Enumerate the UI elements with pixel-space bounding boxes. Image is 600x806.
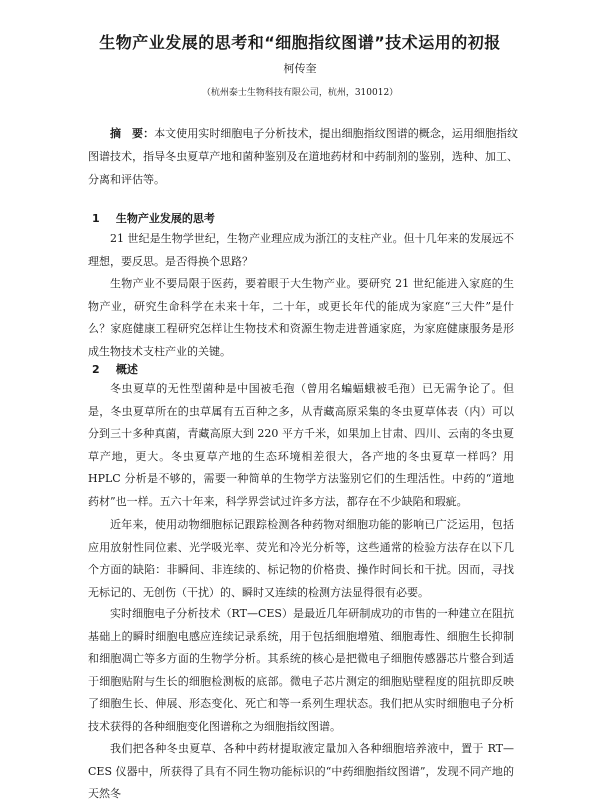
abstract (88, 122, 518, 191)
section-title: 概述 (115, 363, 138, 376)
section-2-paragraph-4: 我们把各种冬虫夏草、各种中药材提取液定量加入各种细胞培养液中，置于 RT—CES 仪器中，所获得了具有不同生物功能标识的“中药细胞指纹图谱”，发现不同产地的天然冬 (88, 742, 514, 800)
section-1-paragraph-2: 生物产业不要局限于医药，要着眼于大生物产业。要研究 21 世纪能进入家庭的生物产业，研究生命科学在未来十年，二十年，或更长年代的能成为家庭“三大件”是什么？家庭健康工程研究怎样让生物技术和资源生物走进普通家庭，为家庭健康服务是形成生物技术支柱产业的关键。 (88, 277, 514, 358)
section-number: 2 (92, 363, 100, 376)
author-name: 柯传奎 (283, 62, 317, 75)
section-2-heading (92, 361, 138, 377)
abstract-label: 摘 要： (110, 127, 155, 140)
section-title: 生物产业发展的思考 (115, 212, 215, 225)
section-number: 1 (92, 212, 100, 225)
section-2-paragraph-1: 冬虫夏草的无性型菌种是中国被毛孢（曾用名蝙蝠蛾被毛孢）已无需争论了。但是，冬虫夏草所在的虫草属有五百种之多，从青藏高原采集的冬虫夏草体表（内）可以分到三十多种真菌，青藏高原大到 220 平方千米，如果加上甘肃、四川、云南的冬虫夏草产地，更大。冬虫夏草产地的生态环境相差很大，各产地的冬虫夏草一样吗？用 HPLC 分析是不够的，需要一种简单的生物学方法鉴别它们的生理活性。中药的“道地药材”也一样。五六十年来，科学界尝试过许多方法，都存在不少缺陷和瑕疵。 (88, 382, 514, 508)
section-1-heading (92, 210, 215, 226)
section-1-paragraph-1: 21 世纪是生物学世纪，生物产业理应成为浙江的支柱产业。但十几年来的发展远不理想，要反思。是否得换个思路？ (88, 232, 514, 268)
section-2-paragraph-2: 近年来，使用动物细胞标记跟踪检测各种药物对细胞功能的影响已广泛运用，包括应用放射性同位素、光学吸光率、荧光和冷光分析等，这些通常的检验方法存在以下几个方面的缺陷：非瞬间、非连续的、标记物的价格贵、操作时间长和干扰。因而，寻找无标记的、无创伤（干扰）的、瞬时又连续的检测方法显得很有必要。 (88, 518, 514, 599)
abstract-text: 本文使用实时细胞电子分析技术，提出细胞指纹图谱的概念，运用细胞指纹图谱技术，指导冬虫夏草产地和菌种鉴别及在道地药材和中药制剂的鉴别，选种、加工、分离和评估等。 (88, 127, 519, 186)
author-affiliation: （杭州泰士生物科技有限公司，杭州，310012） (201, 88, 399, 98)
section-2-paragraph-3: 实时细胞电子分析技术（RT—CES）是最近几年研制成功的市售的一种建立在阻抗基础上的瞬时细胞电感应连续记录系统，用于包括细胞增殖、细胞毒性、细胞生长抑制和细胞凋亡等多方面的生物学分析。其系统的核心是把微电子细胞传感器芯片整合到适于细胞贴附与生长的细胞检测板的底部。微电子芯片测定的细胞贴壁程度的阻抗即反映了细胞生长、伸展、形态变化、死亡和等一系列生理状态。我们把从实时细胞电子分析技术获得的各种细胞变化图谱称之为细胞指纹图谱。 (88, 607, 514, 733)
paper-title: 生物产业发展的思考和“细胞指纹图谱”技术运用的初报 (99, 33, 501, 52)
